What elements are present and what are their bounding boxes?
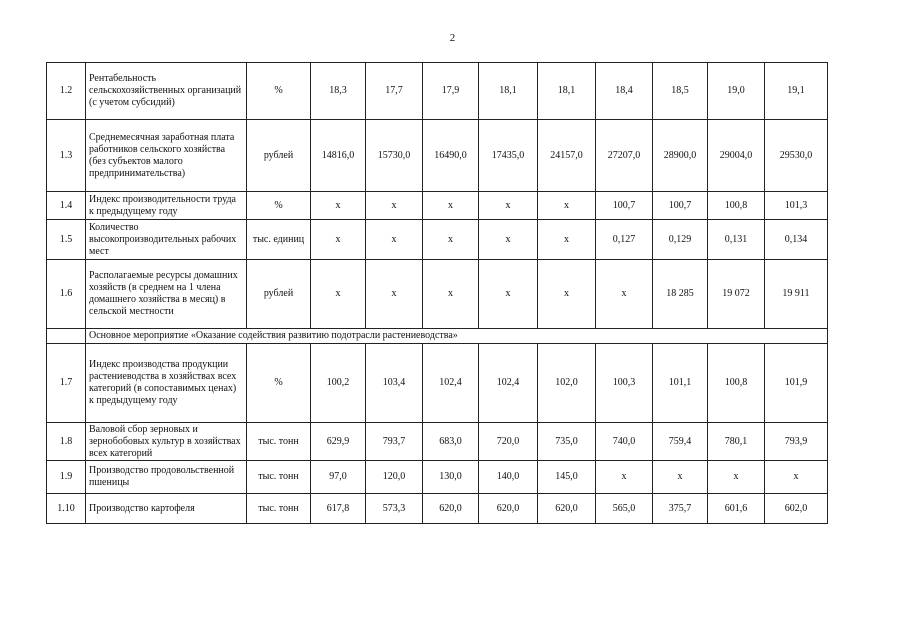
indicator-name: Производство картофеля	[86, 494, 247, 524]
value-cell: 602,0	[765, 494, 828, 524]
value-cell: 720,0	[479, 423, 538, 461]
value-cell: 24157,0	[538, 120, 596, 192]
row-number: 1.10	[47, 494, 86, 524]
value-cell: 102,0	[538, 344, 596, 423]
value-cell: 0,134	[765, 220, 828, 260]
value-cell: 100,3	[596, 344, 653, 423]
value-cell: 101,1	[653, 344, 708, 423]
table-row	[47, 120, 828, 192]
value-cell: 140,0	[479, 461, 538, 494]
row-number: 1.7	[47, 344, 86, 423]
value-cell: х	[366, 220, 423, 260]
page-number: 2	[449, 32, 456, 44]
value-cell: 601,6	[708, 494, 765, 524]
value-cell: 101,3	[765, 192, 828, 220]
value-cell: 29004,0	[708, 120, 765, 192]
value-cell: 28900,0	[653, 120, 708, 192]
value-cell: х	[538, 192, 596, 220]
value-cell: 759,4	[653, 423, 708, 461]
value-cell: 100,7	[596, 192, 653, 220]
value-cell: х	[708, 461, 765, 494]
value-cell: х	[423, 260, 479, 329]
value-cell: 18,3	[311, 63, 366, 120]
value-cell: х	[596, 461, 653, 494]
value-cell: 19 072	[708, 260, 765, 329]
value-cell: 0,127	[596, 220, 653, 260]
value-cell: 103,4	[366, 344, 423, 423]
value-cell: 793,9	[765, 423, 828, 461]
value-cell: х	[479, 192, 538, 220]
section-title: Основное мероприятие «Оказание содействия развитию подотрасли растениеводства»	[86, 329, 828, 344]
value-cell: 0,129	[653, 220, 708, 260]
row-number: 1.5	[47, 220, 86, 260]
indicator-name: Количество высокопроизводительных рабочих мест	[86, 220, 247, 260]
row-number: 1.2	[47, 63, 86, 120]
table-row	[47, 220, 828, 260]
value-cell: х	[596, 260, 653, 329]
value-cell: 97,0	[311, 461, 366, 494]
indicator-name: Среднемесячная заработная плата работников сельского хозяйства (без субъектов малого предпринимательства)	[86, 120, 247, 192]
value-cell: х	[366, 192, 423, 220]
unit-cell: тыс. единиц	[247, 220, 311, 260]
value-cell: 145,0	[538, 461, 596, 494]
value-cell: х	[538, 260, 596, 329]
value-cell: 18 285	[653, 260, 708, 329]
row-number: 1.6	[47, 260, 86, 329]
row-number: 1.9	[47, 461, 86, 494]
table-row	[47, 260, 828, 329]
value-cell: 100,7	[653, 192, 708, 220]
value-cell: 18,1	[538, 63, 596, 120]
indicator-name: Производство продовольственной пшеницы	[86, 461, 247, 494]
value-cell: 130,0	[423, 461, 479, 494]
value-cell: 18,4	[596, 63, 653, 120]
row-number: 1.3	[47, 120, 86, 192]
value-cell: 100,8	[708, 344, 765, 423]
table-row	[47, 461, 828, 494]
value-cell: х	[479, 260, 538, 329]
unit-cell: тыс. тонн	[247, 494, 311, 524]
section-row	[47, 329, 828, 344]
table-row	[47, 344, 828, 423]
unit-cell: %	[247, 344, 311, 423]
value-cell: 565,0	[596, 494, 653, 524]
value-cell: 19,0	[708, 63, 765, 120]
value-cell: х	[538, 220, 596, 260]
value-cell: 740,0	[596, 423, 653, 461]
value-cell: 102,4	[423, 344, 479, 423]
row-number: 1.4	[47, 192, 86, 220]
value-cell: 17435,0	[479, 120, 538, 192]
indicator-name: Индекс производительности труда к предыдущему году	[86, 192, 247, 220]
table-row	[47, 192, 828, 220]
value-cell: 18,5	[653, 63, 708, 120]
value-cell: 101,9	[765, 344, 828, 423]
value-cell: 620,0	[538, 494, 596, 524]
value-cell: 780,1	[708, 423, 765, 461]
value-cell: х	[423, 192, 479, 220]
indicators-table	[46, 62, 828, 524]
value-cell: 683,0	[423, 423, 479, 461]
value-cell: 100,8	[708, 192, 765, 220]
indicator-name: Индекс производства продукции растениеводства в хозяйствах всех категорий (в сопоставимых ценах) к предыдущему году	[86, 344, 247, 423]
unit-cell: %	[247, 192, 311, 220]
value-cell: 18,1	[479, 63, 538, 120]
value-cell: 793,7	[366, 423, 423, 461]
value-cell: х	[366, 260, 423, 329]
value-cell: х	[423, 220, 479, 260]
value-cell: 29530,0	[765, 120, 828, 192]
value-cell: 620,0	[423, 494, 479, 524]
value-cell: х	[311, 220, 366, 260]
value-cell: х	[653, 461, 708, 494]
section-number-cell	[47, 329, 86, 344]
unit-cell: %	[247, 63, 311, 120]
unit-cell: тыс. тонн	[247, 423, 311, 461]
value-cell: 17,9	[423, 63, 479, 120]
value-cell: 620,0	[479, 494, 538, 524]
value-cell: х	[311, 260, 366, 329]
value-cell: 27207,0	[596, 120, 653, 192]
value-cell: 573,3	[366, 494, 423, 524]
value-cell: 102,4	[479, 344, 538, 423]
value-cell: 735,0	[538, 423, 596, 461]
value-cell: 17,7	[366, 63, 423, 120]
value-cell: 375,7	[653, 494, 708, 524]
value-cell: х	[311, 192, 366, 220]
value-cell: х	[765, 461, 828, 494]
value-cell: 15730,0	[366, 120, 423, 192]
unit-cell: рублей	[247, 260, 311, 329]
value-cell: 100,2	[311, 344, 366, 423]
table-row	[47, 423, 828, 461]
value-cell: 16490,0	[423, 120, 479, 192]
value-cell: 617,8	[311, 494, 366, 524]
value-cell: 0,131	[708, 220, 765, 260]
row-number: 1.8	[47, 423, 86, 461]
table-row	[47, 494, 828, 524]
value-cell: 19 911	[765, 260, 828, 329]
value-cell: х	[479, 220, 538, 260]
value-cell: 14816,0	[311, 120, 366, 192]
indicator-name: Валовой сбор зерновых и зернобобовых культур в хозяйствах всех категорий	[86, 423, 247, 461]
value-cell: 120,0	[366, 461, 423, 494]
unit-cell: тыс. тонн	[247, 461, 311, 494]
unit-cell: рублей	[247, 120, 311, 192]
indicator-name: Рентабельность сельскохозяйственных организаций (с учетом субсидий)	[86, 63, 247, 120]
value-cell: 629,9	[311, 423, 366, 461]
table-row	[47, 63, 828, 120]
indicator-name: Располагаемые ресурсы домашних хозяйств (в среднем на 1 члена домашнего хозяйства в месяц) в сельской местности	[86, 260, 247, 329]
value-cell: 19,1	[765, 63, 828, 120]
